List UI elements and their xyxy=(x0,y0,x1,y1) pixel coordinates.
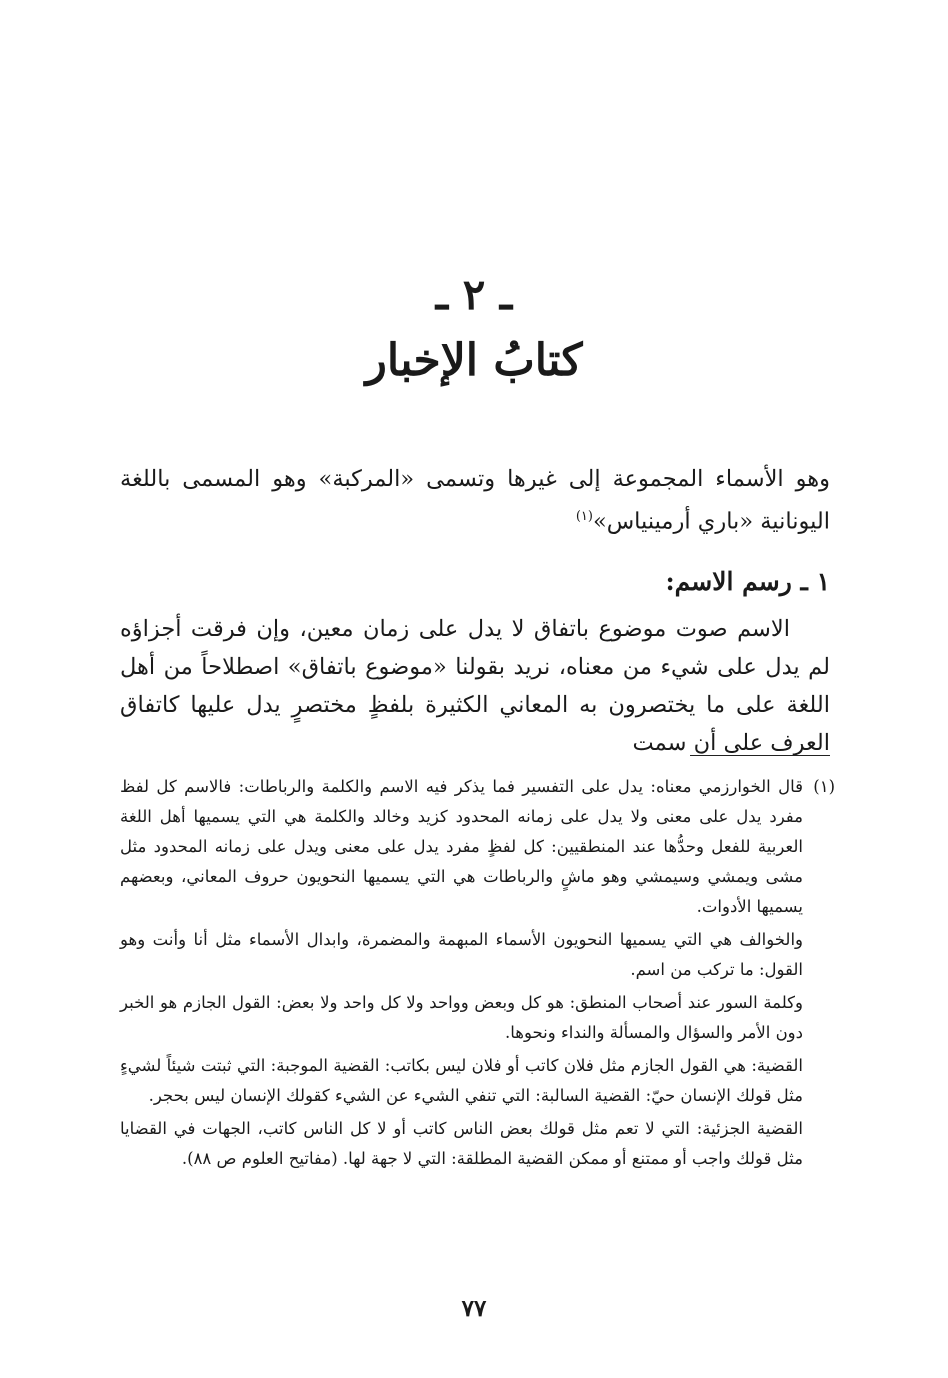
footnote xyxy=(120,1114,835,1174)
footnote-text: والخوالف هي التي يسميها النحويون الأسماء المبهمة والمضمرة، وابدال الأسماء مثل أنا وأنت وهو القول: ما تركب من اسم. xyxy=(120,930,803,979)
body-paragraph xyxy=(120,610,830,762)
footnote-divider xyxy=(690,755,830,756)
page-number: ٧٧ xyxy=(461,1295,487,1322)
footnotes xyxy=(120,772,835,1177)
footnote-text: قال الخوارزمي معناه: يدل على التفسير فما يذكر فيه الاسم والكلمة والرباطات: فالاسم كل لفظ مفرد يدل على معنى ولا يدل على زمانه المحدود كزيد وخالد والكلمة هي التي يسميها أهل اللغة العربية للفعل وحدُّها عند المنطقيين: كل لفظٍ مفرد يدل على معنى ويدل على زمانه المحدود مثل مشى ويمشي وسيمشي وهو ماشٍ والرباطات هي التي يسميها النحويون حروف المعاني، وبعضهم يسميها الأدوات. xyxy=(120,777,803,916)
footnote-marker: (١) xyxy=(813,777,835,796)
footnote xyxy=(120,925,835,985)
footnote-text: وكلمة السور عند أصحاب المنطق: هو كل وبعض وواحد ولا كل واحد ولا بعض: القول الجازم هو الخبر دون الأمر والسؤال والمسألة والنداء ونحوها. xyxy=(120,993,803,1042)
chapter-title: كتابُ الإخبار xyxy=(365,335,583,386)
footnote-text: القضية: هي القول الجازم مثل فلان كاتب أو فلان ليس بكاتب: القضية الموجبة: التي ثبتت شيئاً لشيءٍ مثل قولك الإنسان حيّ: القضية السالبة: التي تنفي الشيء عن الشيء كقولك الإنسان ليس بحجر. xyxy=(120,1056,803,1105)
footnote xyxy=(120,1051,835,1111)
footnote xyxy=(120,988,835,1048)
footnote-reference: (١) xyxy=(575,509,593,524)
intro-paragraph xyxy=(120,460,830,541)
chapter-number: ـ ٢ ـ xyxy=(435,270,513,319)
footnote-text: القضية الجزئية: التي لا تعم مثل قولك بعض الناس كاتب أو لا كل الناس كاتب، الجهات في القضايا مثل قولك واجب أو ممتنع أو ممكن القضية المطلقة: التي لا جهة لها. (مفاتيح العلوم ص ٨٨). xyxy=(120,1119,803,1168)
footnote xyxy=(120,772,835,922)
section-heading: ١ ـ رسم الاسم: xyxy=(665,567,830,596)
intro-text: وهو الأسماء المجموعة إلى غيرها وتسمى «المركبة» وهو المسمى باللغة اليونانية «باري أرمينياس» xyxy=(120,466,830,535)
body-paragraph-text: الاسم صوت موضوع باتفاق لا يدل على زمان معين، وإن فرقت أجزاؤه لم يدل على شيء من معناه، نريد بقولنا «موضوع باتفاق» اصطلاحاً من أهل اللغة على ما يختصرون به المعاني الكثيرة بلفظٍ مختصرٍ يدل عليها كاتفاق العرف على أن سمت xyxy=(120,616,830,756)
